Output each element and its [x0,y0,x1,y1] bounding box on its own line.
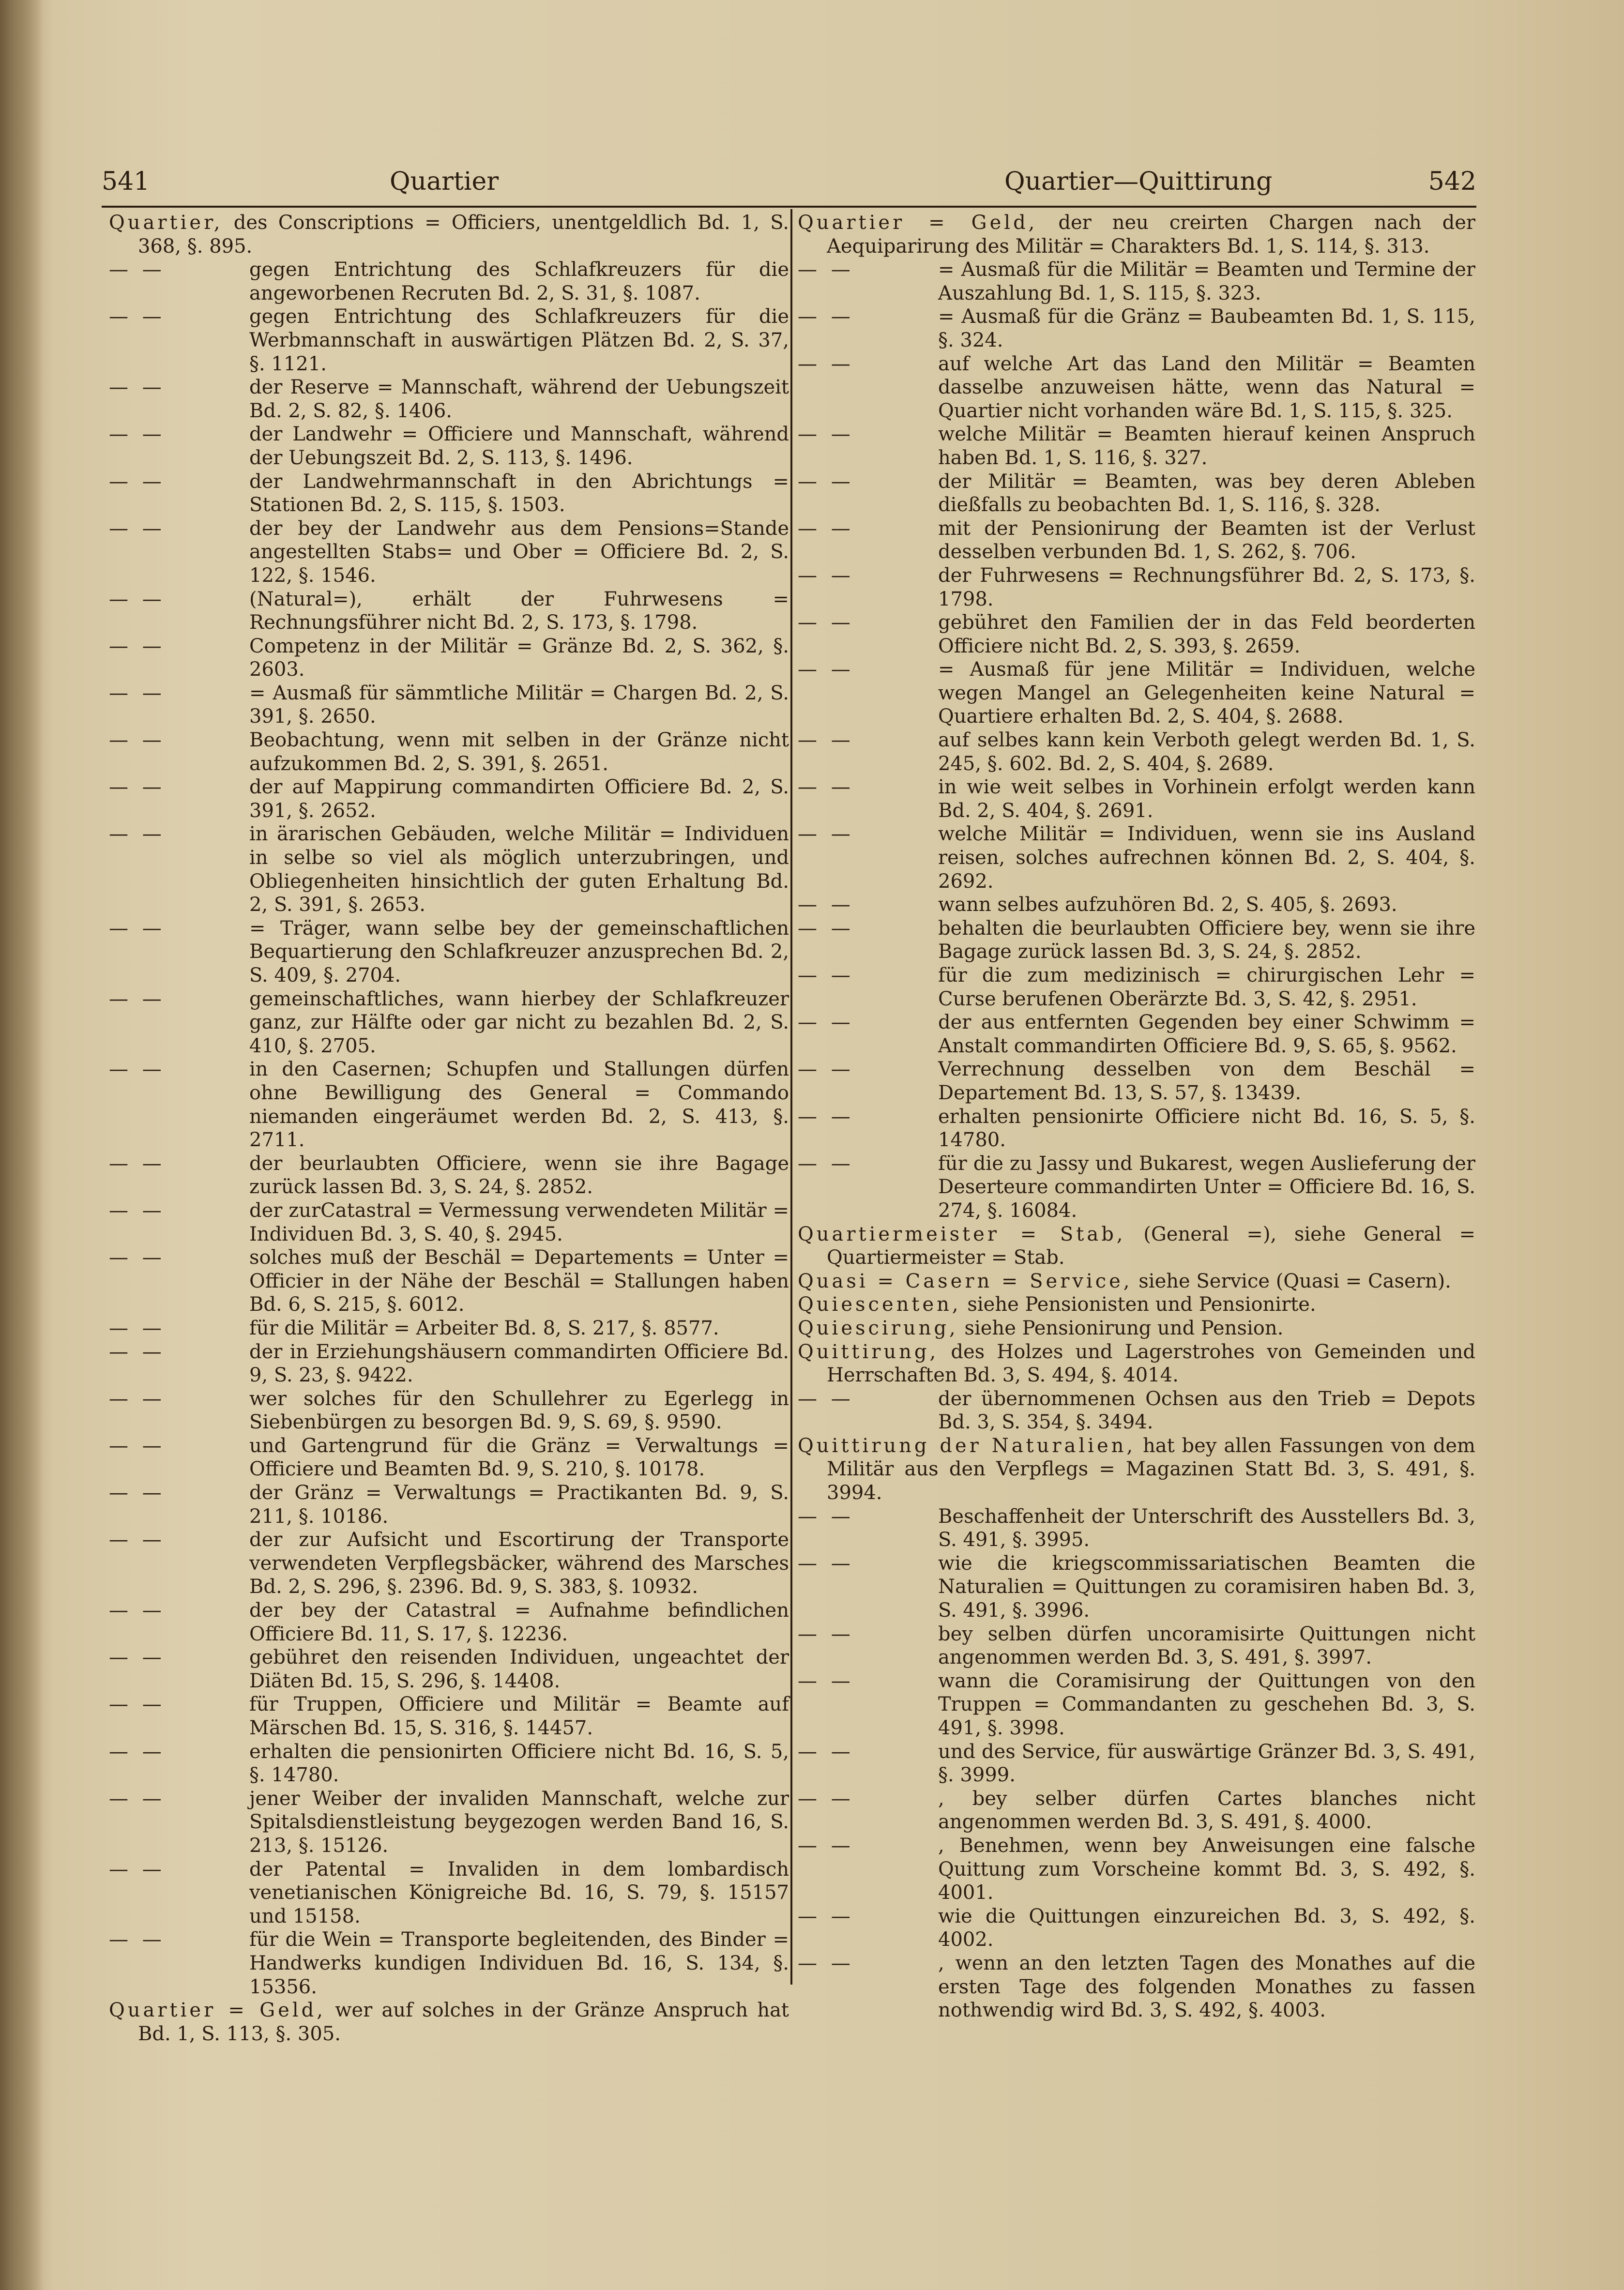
index-entry-text: in wie weit selbes in Vorhinein erfolgt werden kann Bd. 2, S. 404, §. 2691. [938,776,1475,822]
index-entry [798,1223,1475,1270]
index-entry [109,682,789,728]
ditto-dash: — — [109,635,166,657]
index-entry-text: (Natural=), erhält der Fuhrwesens = Rechnungsführer nicht Bd. 2, S. 173, §. 1798. [249,588,789,634]
index-entry-body [798,1317,1475,1340]
index-entry-text: siehe Pensionisten und Pensionirte. [967,1293,1316,1316]
ditto-dash: — — [109,1646,166,1669]
ditto-dash: — — [109,1199,166,1222]
running-title-left: Quartier [390,167,499,196]
index-entry [798,1152,1475,1223]
index-entry [798,352,1475,423]
index-entry-text: hat bey allen Fassungen von dem Militär aus den Verpflegs = Magazinen Statt Bd. 3, S. 491, §. 3994. [827,1434,1475,1504]
ditto-dash: — — [109,776,166,799]
index-entry [109,1481,789,1528]
index-entry-text: gebühret den reisenden Individuen, ungeachtet der Diäten Bd. 15, S. 296, §. 14408. [249,1646,789,1692]
ditto-dash: — — [109,987,166,1010]
index-entry-text: des Holzes und Lagerstrohes von Gemeinden und Herrschaften Bd. 3, S. 494, §. 4014. [827,1340,1476,1387]
index-entry [109,1528,789,1599]
index-entry-body [798,1223,1475,1270]
index-entry [109,1317,789,1340]
index-entry [798,611,1475,658]
ditto-dash: — — [109,823,166,846]
ditto-dash: — — [109,1787,166,1810]
index-column-left [109,211,789,2046]
index-heading: Quittirung der Naturalien, [798,1434,1136,1457]
index-entry-text: Competenz in der Militär = Gränze Bd. 2, S. 362, §. 2603. [249,635,789,681]
ditto-dash: — — [798,1834,854,1857]
ditto-dash: — — [109,423,166,446]
index-heading: Quartier = Geld, [109,1999,326,2022]
index-entry-text: , wenn an den letzten Tagen des Monathes auf die ersten Tage des folgenden Monathes zu fassen nothwendig wird Bd. 3, S. 492, §. 4003. [938,1952,1475,2022]
index-entry-text: welche Militär = Individuen, wenn sie ins Ausland reisen, solches aufrechnen können Bd. 2, S. 404, §. 2692. [938,823,1475,893]
ditto-dash: — — [109,1928,166,1951]
ditto-dash: — — [109,376,166,399]
ditto-dash: — — [798,1058,854,1081]
index-entry [798,917,1475,964]
index-heading: Quartiermeister = Stab, [798,1223,1126,1245]
index-entry [109,1999,789,2046]
index-entry [798,658,1475,728]
index-entry-text: in den Casernen; Schupfen und Stallungen dürfen ohne Bewilligung des General = Commando niemanden eingeräumet werden Bd. 2, S. 413, §. 2711. [249,1058,789,1152]
index-entry [109,588,789,635]
index-entry-text: der beurlaubten Officiere, wenn sie ihre Bagage zurück lassen Bd. 3, S. 24, §. 2852. [249,1152,789,1198]
index-entry [109,728,789,775]
index-entry [109,1928,789,1999]
index-heading: Quasi = Casern = Service, [798,1270,1133,1292]
index-heading: Quittirung, [798,1340,939,1363]
index-entry [798,470,1475,517]
index-entry-text: der Reserve = Mannschaft, während der Uebungszeit Bd. 2, S. 82, §. 1406. [249,376,789,422]
index-entry [798,1505,1475,1552]
index-entry [798,1105,1475,1152]
index-entry-text: der Fuhrwesens = Rechnungsführer Bd. 2, S. 173, §. 1798. [938,564,1475,610]
ditto-dash: — — [109,517,166,540]
ditto-dash: — — [109,1693,166,1716]
index-entry [798,1011,1475,1058]
index-entry-text: jener Weiber der invaliden Mannschaft, welche zur Spitalsdienstleistung beygezogen werden Band 16, S. 213, §. 15126. [249,1787,789,1857]
running-header [102,167,1476,201]
index-entry-text: Verrechnung desselben von dem Beschäl = Departement Bd. 13, S. 57, §. 13439. [938,1058,1475,1104]
ditto-dash: — — [798,564,854,587]
ditto-dash: — — [109,1246,166,1269]
index-entry [798,822,1475,893]
index-heading: Quiescirung, [798,1317,958,1339]
ditto-dash: — — [798,1505,854,1528]
index-entry-text: mit der Pensionirung der Beamten ist der Verlust desselben verbunden Bd. 1, S. 262, §. 706. [938,517,1475,563]
ditto-dash: — — [109,729,166,752]
index-entry-text: erhalten pensionirte Officiere nicht Bd. 16, S. 5, §. 14780. [938,1105,1475,1152]
index-entry [798,1952,1475,2022]
index-entry-text: = Ausmaß für die Militär = Beamten und Termine der Auszahlung Bd. 1, S. 115, §. 323. [938,258,1475,304]
index-entry [109,1387,789,1434]
index-column-right [798,211,1475,2022]
index-entry-text: und Gartengrund für die Gränz = Verwaltungs = Officiere und Beamten Bd. 9, S. 210, §. 10178. [249,1434,789,1481]
ditto-dash: — — [798,917,854,940]
ditto-dash: — — [109,1152,166,1175]
index-entry [109,211,789,258]
index-entry-body [798,1340,1475,1387]
page-number-left: 541 [102,167,150,196]
index-entry-text: wann selbes aufzuhören Bd. 2, S. 405, §. 2693. [938,894,1397,916]
index-entry-text: der Patental = Invaliden in dem lombardisch venetianischen Königreiche Bd. 16, S. 79, §. 15157 und 15158. [249,1858,789,1927]
index-entry [798,1340,1475,1387]
ditto-dash: — — [109,1058,166,1081]
ditto-dash: — — [798,258,854,281]
book-gutter [0,0,44,2290]
index-entry [798,1434,1475,1505]
index-entry [109,1199,789,1246]
ditto-dash: — — [798,470,854,493]
index-entry-text: für Truppen, Officiere und Militär = Beamte auf Märschen Bd. 15, S. 316, §. 14457. [249,1693,789,1739]
index-entry [798,564,1475,611]
ditto-dash: — — [109,1317,166,1339]
ditto-dash: — — [798,423,854,446]
index-entry-body [109,211,789,258]
index-entry [109,470,789,517]
ditto-dash: — — [798,1011,854,1034]
index-heading: Quartier = Geld, [798,212,1038,234]
column-divider [790,209,792,1985]
index-entry [798,728,1475,775]
index-entry [109,1340,789,1387]
ditto-dash: — — [798,658,854,681]
index-entry [798,1740,1475,1787]
index-entry [109,1246,789,1317]
index-entry-text: , Benehmen, wenn bey Anweisungen eine falsche Quittung zum Vorscheine kommt Bd. 3, S. 492, §. 4001. [938,1834,1475,1904]
index-entry [109,258,789,305]
index-entry-text: Beschaffenheit der Unterschrift des Ausstellers Bd. 3, S. 491, §. 3995. [938,1505,1475,1551]
index-entry [109,1693,789,1740]
ditto-dash: — — [109,258,166,281]
ditto-dash: — — [798,305,854,328]
index-entry-text: = Ausmaß für jene Militär = Individuen, welche wegen Mangel an Gelegenheiten keine Natural = Quartiere erhalten Bd. 2, S. 404, §. 2688. [938,658,1475,728]
ditto-dash: — — [109,1482,166,1504]
index-entry [798,1623,1475,1669]
index-entry-body [798,1293,1475,1317]
index-entry [109,423,789,470]
ditto-dash: — — [109,470,166,493]
index-entry-text: der in Erziehungshäusern commandirten Officiere Bd. 9, S. 23, §. 9422. [249,1340,789,1387]
index-entry-text: der zurCatastral = Vermessung verwendeten Militär = Individuen Bd. 3, S. 40, §. 2945. [249,1199,789,1245]
index-entry-text: der Gränz = Verwaltungs = Practikanten Bd. 9, S. 211, §. 10186. [249,1482,789,1528]
index-entry-text: gegen Entrichtung des Schlafkreuzers für die angeworbenen Recruten Bd. 2, S. 31, §. 1087. [249,258,789,304]
ditto-dash: — — [109,1387,166,1410]
index-entry-body [109,1999,789,2046]
ditto-dash: — — [798,1669,854,1692]
index-entry [109,775,789,822]
index-entry-text: für die zum medizinisch = chirurgischen Lehr = Curse berufenen Oberärzte Bd. 3, S. 42, §. 2951. [938,964,1475,1010]
index-entry-text: und des Service, für auswärtige Gränzer Bd. 3, S. 491, §. 3999. [938,1740,1475,1787]
ditto-dash: — — [798,776,854,799]
index-entry-text: solches muß der Beschäl = Departements = Unter = Officier in der Nähe der Beschäl = Stallungen haben Bd. 6, S. 215, §. 6012. [249,1246,789,1316]
page-number-right: 542 [1428,167,1476,196]
index-entry-text: wer solches für den Schullehrer zu Egerlegg in Siebenbürgen zu besorgen Bd. 9, S. 69, §. 9590. [249,1387,789,1434]
index-entry-text: Beobachtung, wenn mit selben in der Gränze nicht aufzukommen Bd. 2, S. 391, §. 2651. [249,729,789,775]
index-entry [109,1058,789,1152]
index-entry-text: behalten die beurlaubten Officiere bey, wenn sie ihre Bagage zurück lassen Bd. 3, S. 24, §. 2852. [938,917,1475,963]
index-entry-text: der Landwehrmannschaft in den Abrichtungs = Stationen Bd. 2, S. 115, §. 1503. [249,470,789,516]
index-entry [798,775,1475,822]
index-entry [109,822,789,916]
index-entry [798,1293,1475,1317]
index-entry-body [798,211,1475,258]
index-entry-text: wie die kriegscommissariatischen Beamten die Naturalien = Quittungen zu coramisiren haben Bd. 3, S. 491, §. 3996. [938,1552,1475,1622]
index-entry-body [798,1270,1475,1293]
index-entry-text: der zur Aufsicht und Escortirung der Transporte verwendeten Verpflegsbäcker, während des Marsches Bd. 2, S. 296, §. 2396. Bd. 9, S. 383, §. 10932. [249,1529,789,1598]
index-entry [109,1787,789,1858]
ditto-dash: — — [798,1952,854,1974]
index-entry [109,1152,789,1199]
index-entry-text: wann die Coramisirung der Quittungen von den Truppen = Commandanten zu geschehen Bd. 3, S. 491, §. 3998. [938,1669,1475,1739]
index-entry-text: für die Wein = Transporte begleitenden, des Binder = Handwerks kundigen Individuen Bd. 16, S. 134, §. 15356. [249,1928,789,1998]
index-entry [109,376,789,423]
ditto-dash: — — [109,305,166,328]
ditto-dash: — — [798,611,854,634]
index-entry [798,964,1475,1011]
index-entry-text: der neu creirten Chargen nach der Aequiparirung des Militär = Charakters Bd. 1, S. 114, §. 313. [827,212,1475,258]
ditto-dash: — — [109,682,166,704]
index-entry [798,423,1475,470]
index-entry-text: = Träger, wann selbe bey der gemeinschaftlichen Bequartierung den Schlafkreuzer anzusprechen Bd. 2, S. 409, §. 2704. [249,917,789,986]
index-entry [109,1740,789,1787]
index-entry [109,987,789,1058]
index-entry-text: erhalten die pensionirten Officiere nicht Bd. 16, S. 5, §. 14780. [249,1740,789,1787]
ditto-dash: — — [109,1340,166,1363]
ditto-dash: — — [798,352,854,375]
index-entry [798,1058,1475,1105]
index-entry-text: , bey selber dürfen Cartes blanches nicht angenommen werden Bd. 3, S. 491, §. 4000. [938,1787,1475,1834]
index-entry-text: der Landwehr = Officiere und Mannschaft, während der Uebungszeit Bd. 2, S. 113, §. 1496. [249,423,789,469]
ditto-dash: — — [109,1858,166,1881]
index-entry [109,1599,789,1646]
index-entry-text: welche Militär = Beamten hierauf keinen Anspruch haben Bd. 1, S. 116, §. 327. [938,423,1475,469]
index-entry-text: gegen Entrichtung des Schlafkreuzers für die Werbmannschaft in auswärtigen Plätzen Bd. 2, S. 37, §. 1121. [249,305,789,375]
ditto-dash: — — [798,1787,854,1810]
ditto-dash: — — [109,917,166,940]
ditto-dash: — — [798,517,854,540]
ditto-dash: — — [798,894,854,916]
index-entry-text: der übernommenen Ochsen aus den Trieb = Depots Bd. 3, S. 354, §. 3494. [938,1387,1475,1434]
ditto-dash: — — [798,1623,854,1645]
index-entry-text: der bey der Landwehr aus dem Pensions=Stande angestellten Stabs= und Ober = Officiere Bd. 2, S. 122, §. 1546. [249,517,789,587]
index-entry-text: für die zu Jassy und Bukarest, wegen Auslieferung der Deserteure commandirten Unter = Officiere Bd. 16, S. 274, §. 16084. [938,1152,1475,1222]
index-entry-text: siehe Service (Quasi = Casern). [1138,1270,1451,1292]
index-entry-text: auf welche Art das Land den Militär = Beamten dasselbe anzuweisen hätte, wenn das Natural = Quartier nicht vorhanden wäre Bd. 1, S. 115, §. 325. [938,352,1475,422]
index-entry [798,211,1475,258]
index-entry-text: in ärarischen Gebäuden, welche Militär = Individuen in selbe so viel als möglich unterzubringen, und Obliegenheiten hinsichtlich der guten Erhaltung Bd. 2, S. 391, §. 2653. [249,823,789,916]
index-entry-body [798,1434,1475,1505]
ditto-dash: — — [798,1152,854,1175]
ditto-dash: — — [798,1105,854,1128]
index-heading: Quartier, [109,212,223,234]
index-entry [798,1669,1475,1740]
ditto-dash: — — [109,1740,166,1763]
index-entry-text: (General =), siehe General = Quartiermeister = Stab. [827,1223,1476,1269]
index-entry-text: gebühret den Familien der in das Feld beorderten Officiere nicht Bd. 2, S. 393, §. 2659. [938,611,1475,657]
index-entry [109,517,789,588]
index-entry [798,1387,1475,1434]
index-entry [798,1317,1475,1340]
index-entry [798,1552,1475,1623]
index-entry-text: siehe Pensionirung und Pension. [964,1317,1284,1339]
index-entry [109,635,789,682]
ditto-dash: — — [109,1529,166,1551]
index-entry-text: für die Militär = Arbeiter Bd. 8, S. 217, §. 8577. [249,1317,719,1339]
index-entry-text: bey selben dürfen uncoramisirte Quittungen nicht angenommen werden Bd. 3, S. 491, §. 3997. [938,1623,1475,1669]
index-entry-text: = Ausmaß für die Gränz = Baubeamten Bd. 1, S. 115, §. 324. [938,305,1475,351]
index-entry [798,1834,1475,1905]
header-rule [102,206,1476,208]
index-entry-text: der bey der Catastral = Aufnahme befindlichen Officiere Bd. 11, S. 17, §. 12236. [249,1599,789,1645]
index-entry-text: wer auf solches in der Gränze Anspruch hat Bd. 1, S. 113, §. 305. [138,1999,789,2045]
index-heading: Quiescenten, [798,1293,961,1316]
ditto-dash: — — [109,1434,166,1457]
ditto-dash: — — [798,1387,854,1410]
ditto-dash: — — [798,1740,854,1763]
ditto-dash: — — [109,588,166,610]
index-entry [798,1270,1475,1293]
index-entry [109,917,789,987]
index-entry [109,305,789,376]
index-entry-text: der Militär = Beamten, was bey deren Ableben dießfalls zu beobachten Bd. 1, S. 116, §. 328. [938,470,1475,516]
ditto-dash: — — [798,729,854,752]
running-title-right: Quartier—Quittirung [1004,167,1273,196]
ditto-dash: — — [798,823,854,846]
index-entry [798,305,1475,352]
index-entry-text: = Ausmaß für sämmtliche Militär = Chargen Bd. 2, S. 391, §. 2650. [249,682,789,728]
index-entry [798,893,1475,917]
index-entry-text: der auf Mappirung commandirten Officiere Bd. 2, S. 391, §. 2652. [249,776,789,822]
index-entry [798,258,1475,305]
index-entry [798,1787,1475,1834]
index-entry [798,517,1475,564]
index-entry [109,1434,789,1481]
index-entry [109,1646,789,1693]
index-entry-text: wie die Quittungen einzureichen Bd. 3, S. 492, §. 4002. [938,1905,1475,1951]
index-entry-text: des Conscriptions = Officiers, unentgeldlich Bd. 1, S. 368, §. 895. [138,212,789,258]
index-entry-text: auf selbes kann kein Verboth gelegt werden Bd. 1, S. 245, §. 602. Bd. 2, S. 404, §. 2689. [938,729,1475,775]
ditto-dash: — — [109,1599,166,1622]
index-entry-text: der aus entfernten Gegenden bey einer Schwimm = Anstalt commandirten Officiere Bd. 9, S. 65, §. 9562. [938,1011,1475,1057]
index-entry-text: gemeinschaftliches, wann hierbey der Schlafkreuzer ganz, zur Hälfte oder gar nicht zu bezahlen Bd. 2, S. 410, §. 2705. [249,987,789,1057]
index-entry [798,1905,1475,1952]
ditto-dash: — — [798,1905,854,1927]
ditto-dash: — — [798,1552,854,1575]
ditto-dash: — — [798,964,854,986]
index-entry [109,1858,789,1928]
